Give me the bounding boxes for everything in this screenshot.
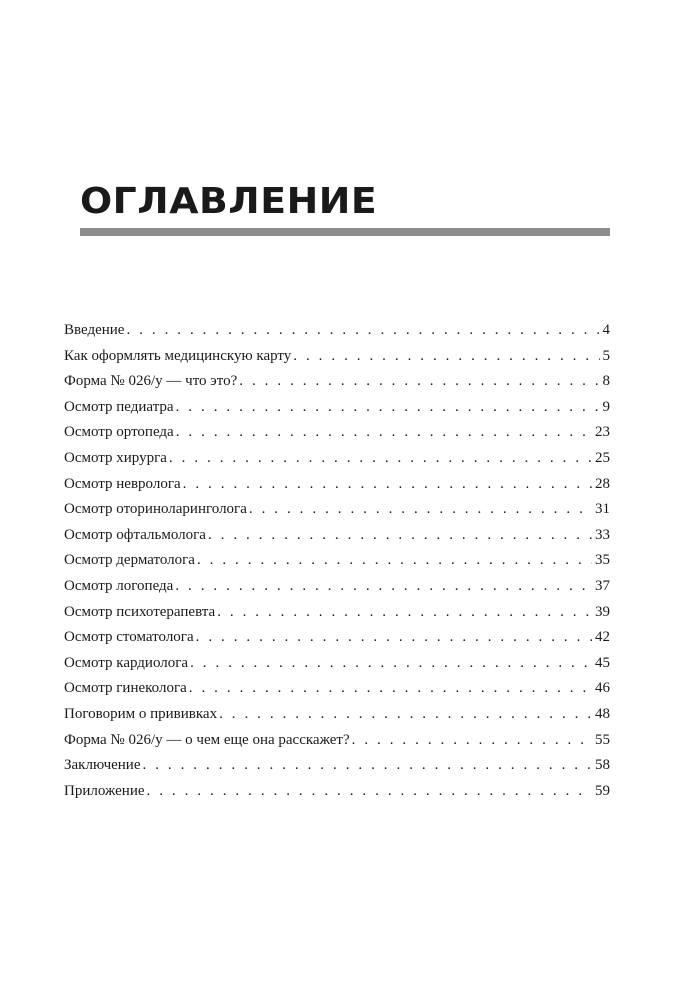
toc-entry-title: Введение [64, 322, 125, 338]
toc-entry-title: Приложение [64, 782, 145, 799]
toc-entry-title: Осмотр логопеда [64, 577, 174, 594]
toc-entry-title: Осмотр офтальмолога [64, 526, 206, 543]
toc-entry[interactable] [64, 344, 610, 370]
toc-entry[interactable] [64, 318, 610, 344]
dot-leader [183, 472, 592, 498]
dot-leader [143, 753, 593, 779]
dot-leader [147, 779, 592, 805]
toc-entry-page-number: 45 [595, 654, 610, 671]
toc-entry-page-number: 37 [595, 577, 610, 594]
toc-entry[interactable] [64, 523, 610, 549]
toc-entry-title: Осмотр оториноларинголога [64, 501, 247, 518]
toc-entry[interactable] [64, 574, 610, 600]
toc-entry-page-number: 5 [602, 347, 610, 364]
toc-entry-title: Осмотр психотерапевта [64, 603, 216, 620]
dot-leader [293, 344, 599, 370]
toc-entry[interactable] [64, 625, 610, 651]
toc-entry-title: Заключение [64, 757, 141, 774]
toc-entry-title: Осмотр педиатра [64, 398, 174, 415]
toc-entry-title: Форма № 026/у — что это? [64, 373, 238, 390]
toc-entry-page-number: 55 [595, 731, 610, 748]
toc-entry[interactable] [64, 676, 610, 702]
toc-entry-page-number: 48 [595, 705, 610, 722]
toc-entry-page-number: 39 [595, 603, 610, 620]
toc-entry-page-number: 46 [595, 680, 610, 697]
dot-leader [189, 676, 592, 702]
toc-entry[interactable] [64, 472, 610, 498]
toc-entry-title: Осмотр ортопеда [64, 424, 174, 441]
toc-entry-page-number: 33 [595, 526, 610, 543]
toc-entry[interactable] [64, 779, 610, 805]
dot-leader [196, 625, 592, 651]
dot-leader [126, 318, 599, 344]
toc-entry-title: Осмотр стоматолога [64, 629, 194, 646]
dot-leader [208, 523, 592, 549]
toc-entry-page-number: 58 [595, 757, 610, 774]
table-of-contents [64, 318, 610, 804]
title-underline-bar [80, 228, 610, 236]
dot-leader [219, 702, 592, 728]
dot-leader [217, 600, 592, 626]
toc-entry-title: Форма № 026/у — о чем еще она расскажет? [64, 731, 350, 748]
toc-entry[interactable] [64, 497, 610, 523]
toc-entry[interactable] [64, 420, 610, 446]
toc-entry-title: Как оформлять медицинскую карту [64, 347, 292, 364]
toc-entry-page-number: 25 [595, 449, 610, 466]
dot-leader [190, 651, 592, 677]
toc-entry[interactable] [64, 548, 610, 574]
dot-leader [169, 446, 592, 472]
dot-leader [197, 548, 592, 574]
dot-leader [239, 369, 599, 395]
toc-entry-page-number: 35 [595, 552, 610, 569]
toc-entry-page-number: 9 [602, 398, 610, 415]
dot-leader [176, 395, 600, 421]
toc-entry-title: Осмотр хирурга [64, 449, 167, 466]
toc-entry-title: Осмотр кардиолога [64, 654, 189, 671]
dot-leader [175, 574, 592, 600]
dot-leader [176, 420, 592, 446]
toc-entry-title: Осмотр невролога [64, 475, 181, 492]
toc-entry-title: Поговорим о прививках [64, 705, 218, 722]
toc-entry-title: Осмотр дерматолога [64, 552, 195, 569]
toc-entry[interactable] [64, 753, 610, 779]
toc-entry-page-number: 59 [595, 782, 610, 799]
toc-entry[interactable] [64, 728, 610, 754]
toc-entry-page-number: 4 [602, 322, 610, 338]
dot-leader [352, 728, 592, 754]
dot-leader [249, 497, 592, 523]
toc-entry-page-number: 8 [602, 373, 610, 390]
toc-entry-page-number: 28 [595, 475, 610, 492]
toc-entry-page-number: 42 [595, 629, 610, 646]
toc-entry-page-number: 23 [595, 424, 610, 441]
toc-entry-title: Осмотр гинеколога [64, 680, 187, 697]
toc-entry[interactable] [64, 702, 610, 728]
toc-entry[interactable] [64, 369, 610, 395]
page-title: ОГЛАВЛЕНИЕ [80, 181, 378, 222]
toc-entry-page-number: 31 [595, 501, 610, 518]
toc-entry[interactable] [64, 651, 610, 677]
toc-entry[interactable] [64, 600, 610, 626]
toc-entry[interactable] [64, 446, 610, 472]
toc-entry[interactable] [64, 395, 610, 421]
